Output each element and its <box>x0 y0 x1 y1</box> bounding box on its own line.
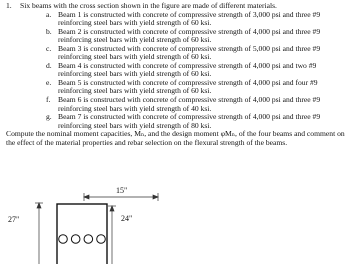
item-letter: b. <box>46 26 52 36</box>
item-line-2: reinforcing steel bars with yield strength of 40 ksi. <box>58 103 212 113</box>
rebar-circle <box>84 235 93 244</box>
rebar-circle <box>59 235 68 244</box>
item-line-1: Beam 6 is constructed with concrete of compressive strength of 4,000 psi and three #9 <box>58 95 321 105</box>
item-line-2: reinforcing steel bars with yield strength of 60 ksi. <box>58 69 212 79</box>
rebar-group <box>59 235 106 244</box>
item-line-2: reinforcing steel bars with yield strength of 60 ksi. <box>58 86 212 96</box>
item-line-1: Beam 2 is constructed with concrete of compressive strength of 4,000 psi and three #9 <box>58 26 321 36</box>
compute-instructions: Compute the nominal moment capacities, Mₙ, and the design moment φMₙ, of the four beams and comment on the effect of the material properties and rebar selection on the flexural strength of the beams. <box>6 129 345 147</box>
item-line-2: reinforcing steel bars with yield strength of 60 ksi. <box>58 18 212 28</box>
height-label: 27" <box>8 215 20 224</box>
problem-intro: Six beams with the cross section shown in the figure are made of different materials. <box>20 1 277 10</box>
item-letter: c. <box>46 43 52 53</box>
item-line-2: reinforcing steel bars with yield strength of 60 ksi. <box>58 35 212 45</box>
item-line-1: Beam 3 is constructed with concrete of compressive strength of 5,000 psi and three #9 <box>58 43 321 53</box>
item-letter: g. <box>46 112 52 122</box>
item-line-1: Beam 7 is constructed with concrete of compressive strength of 4,000 psi and three #9 <box>58 112 321 122</box>
depth-dimension-line <box>108 206 116 264</box>
height-dimension-line <box>35 203 43 264</box>
beam-section <box>57 204 107 264</box>
item-line-2: reinforcing steel bars with yield strength of 80 ksi. <box>58 120 212 130</box>
item-line-2: reinforcing steel bars with yield strength of 60 ksi. <box>58 52 212 62</box>
problem-number: 1. <box>6 1 12 10</box>
width-label: 15" <box>116 186 128 195</box>
depth-label: 24" <box>121 214 133 223</box>
item-line-1: Beam 1 is constructed with concrete of compressive strength of 3,000 psi and three #9 <box>58 9 321 19</box>
item-letter: e. <box>46 77 52 87</box>
item-letter: a. <box>46 9 52 19</box>
item-line-1: Beam 4 is constructed with concrete of compressive strength of 4,000 psi and two #9 <box>58 60 317 70</box>
item-letter: d. <box>46 60 52 70</box>
rebar-circle <box>97 235 106 244</box>
item-line-1: Beam 5 is constructed with concrete of compressive strength of 4,000 psi and four #9 <box>58 77 318 87</box>
item-letter: f. <box>46 95 51 105</box>
rebar-circle <box>71 235 80 244</box>
